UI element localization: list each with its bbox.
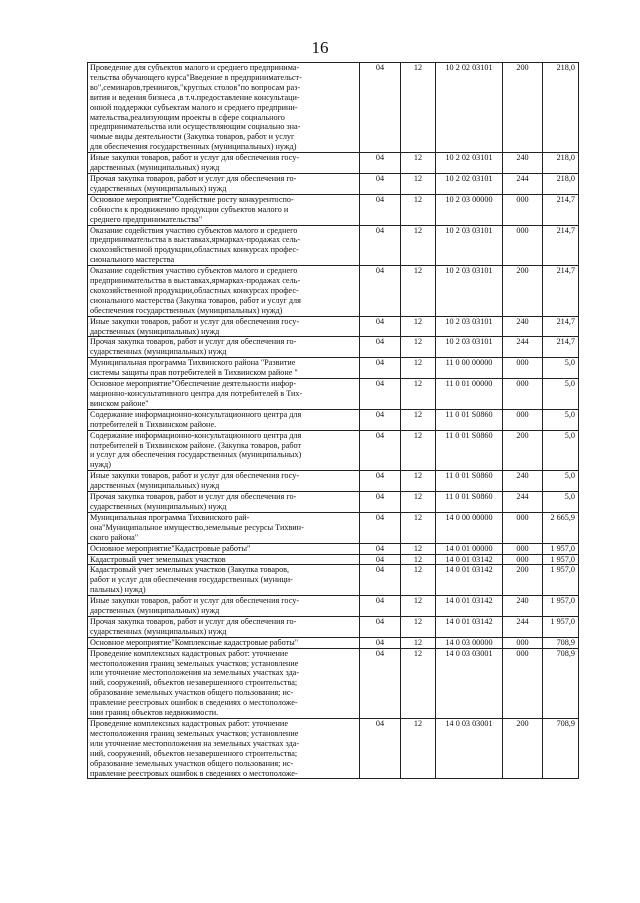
- expense-type-cell: 244: [503, 616, 543, 637]
- section-code-cell: 04: [360, 719, 401, 779]
- item-name-line: Основное мероприятие"Кадастровые работы": [90, 543, 251, 553]
- item-name-line: мательства,реализующим проекты в сфере социального: [90, 112, 285, 122]
- table-row: [88, 471, 579, 492]
- table-row: [88, 430, 579, 471]
- item-name-line: сударственных (муниципальных) нужд: [90, 501, 227, 511]
- item-name-cell: [88, 719, 360, 779]
- table-row: [88, 266, 579, 317]
- table-row: [88, 543, 579, 554]
- item-name-line: Оказание содействия участию субъектов малого и среднего: [90, 225, 298, 235]
- table-row: [88, 719, 579, 779]
- item-name-line: сударственных (муниципальных) нужд: [90, 347, 227, 357]
- section-code-cell: 04: [360, 554, 401, 565]
- expense-type-cell: 244: [503, 173, 543, 194]
- section-code-cell: 04: [360, 637, 401, 648]
- expense-type-cell: 000: [503, 512, 543, 543]
- subsection-code-cell: 12: [401, 492, 436, 513]
- section-code-cell: 04: [360, 543, 401, 554]
- item-name-cell: [88, 379, 360, 410]
- expense-type-cell: 000: [503, 358, 543, 379]
- table-row: [88, 409, 579, 430]
- table-row: [88, 153, 579, 174]
- amount-cell: 218,0: [543, 153, 579, 174]
- item-name-line: Прочая закупка товаров, работ и услуг для обеспечения го-: [90, 173, 297, 183]
- item-name-line: и услуг для обеспечения государственных (муниципальных): [90, 450, 302, 460]
- section-code-cell: 04: [360, 358, 401, 379]
- target-article-cell: 14 0 01 03142: [436, 554, 503, 565]
- expense-type-cell: 000: [503, 637, 543, 648]
- table-row: [88, 492, 579, 513]
- subsection-code-cell: 12: [401, 637, 436, 648]
- target-article-cell: 11 0 01 S0860: [436, 430, 503, 471]
- item-name-line: ний, сооружений, объектов незавершенного строительства;: [90, 678, 298, 688]
- item-name-cell: [88, 512, 360, 543]
- item-name-cell: [88, 63, 360, 153]
- subsection-code-cell: 12: [401, 316, 436, 337]
- item-name-line: собности к продвижению продукции субъектов малого и: [90, 204, 289, 214]
- section-code-cell: 04: [360, 492, 401, 513]
- item-name-cell: [88, 492, 360, 513]
- item-name-cell: [88, 225, 360, 266]
- item-name-cell: [88, 554, 360, 565]
- item-name-cell: [88, 565, 360, 596]
- target-article-cell: 14 0 03 03001: [436, 648, 503, 718]
- item-name-line: нии границ объектов недвижимости.: [90, 708, 219, 718]
- expense-type-cell: 000: [503, 554, 543, 565]
- expense-type-cell: 000: [503, 648, 543, 718]
- table-row: [88, 554, 579, 565]
- item-name-line: или уточнение местоположения на земельных участках зда-: [90, 738, 300, 748]
- item-name-line: Содержание информационно-консультационного центра для: [90, 409, 302, 419]
- target-article-cell: 14 0 01 03142: [436, 616, 503, 637]
- expense-type-cell: 240: [503, 153, 543, 174]
- item-name-line: Кадастровый учет земельных участков (Закупка товаров,: [90, 565, 290, 575]
- amount-cell: 1 957,0: [543, 543, 579, 554]
- expense-type-cell: 240: [503, 596, 543, 617]
- amount-cell: 708,9: [543, 637, 579, 648]
- item-name-line: сударственных (муниципальных) нужд: [90, 626, 227, 636]
- section-code-cell: 04: [360, 316, 401, 337]
- table-row: [88, 637, 579, 648]
- section-code-cell: 04: [360, 266, 401, 317]
- amount-cell: 1 957,0: [543, 565, 579, 596]
- table-row: [88, 337, 579, 358]
- expense-type-cell: 000: [503, 225, 543, 266]
- table-row: [88, 358, 579, 379]
- table-row: [88, 616, 579, 637]
- subsection-code-cell: 12: [401, 379, 436, 410]
- subsection-code-cell: 12: [401, 225, 436, 266]
- item-name-line: потребителей в Тихвинском районе. (Закупка товаров, работ: [90, 440, 302, 450]
- section-code-cell: 04: [360, 379, 401, 410]
- amount-cell: 708,9: [543, 648, 579, 718]
- amount-cell: 218,0: [543, 173, 579, 194]
- item-name-line: сионального мастерства: [90, 255, 175, 265]
- item-name-line: Проведение для субъектов малого и среднего предпринима-: [90, 63, 300, 72]
- item-name-line: предпринимательства в выставках,ярмарках-продажах сель-: [90, 276, 301, 286]
- table-row: [88, 194, 579, 225]
- subsection-code-cell: 12: [401, 430, 436, 471]
- item-name-line: Муниципальная программа Тихвинского рай-: [90, 512, 250, 522]
- table-row: [88, 225, 579, 266]
- amount-cell: 214,7: [543, 316, 579, 337]
- item-name-line: сударственных (муниципальных) нужд: [90, 183, 227, 193]
- item-name-line: Иные закупки товаров, работ и услуг для обеспечения госу-: [90, 153, 300, 163]
- amount-cell: 214,7: [543, 225, 579, 266]
- item-name-line: мационно-консультативного центра для потребителей в Тих-: [90, 389, 303, 398]
- target-article-cell: 10 2 02 03101: [436, 153, 503, 174]
- expense-type-cell: 244: [503, 337, 543, 358]
- item-name-line: нужд): [90, 460, 111, 470]
- expense-type-cell: 000: [503, 543, 543, 554]
- section-code-cell: 04: [360, 194, 401, 225]
- item-name-line: Иные закупки товаров, работ и услуг для обеспечения госу-: [90, 596, 300, 606]
- amount-cell: 1 957,0: [543, 554, 579, 565]
- item-name-line: системы защиты прав потребителей в Тихвинском районе ": [90, 368, 298, 378]
- section-code-cell: 04: [360, 63, 401, 153]
- item-name-line: она"Муниципальное имущество,земельные ресурсы Тихвин-: [90, 522, 304, 532]
- item-name-cell: [88, 316, 360, 337]
- item-name-cell: [88, 543, 360, 554]
- item-name-line: скохозяйственной продукции,областных конкурсах профес-: [90, 245, 299, 255]
- budget-table: [87, 62, 579, 779]
- item-name-cell: [88, 637, 360, 648]
- target-article-cell: 10 2 02 03101: [436, 173, 503, 194]
- table-row: [88, 565, 579, 596]
- item-name-line: Основное мероприятие"Содействие росту конкурентоспо-: [90, 194, 294, 204]
- item-name-line: дарственных (муниципальных) нужд: [90, 163, 220, 173]
- item-name-line: винском районе": [90, 398, 149, 408]
- target-article-cell: 11 0 00 00000: [436, 358, 503, 379]
- item-name-line: предпринимательства в выставках,ярмарках-продажах сель-: [90, 235, 301, 245]
- item-name-line: Основное мероприятие"Обеспечение деятельности инфор-: [90, 379, 297, 389]
- item-name-line: ского района": [90, 532, 139, 542]
- expense-type-cell: 000: [503, 194, 543, 225]
- item-name-cell: [88, 358, 360, 379]
- item-name-line: правление реестровых ошибок в сведениях о местоположе-: [90, 698, 298, 708]
- expense-type-cell: 200: [503, 266, 543, 317]
- target-article-cell: 11 0 01 00000: [436, 379, 503, 410]
- item-name-line: для обеспечения государственных (муниципальных) нужд): [90, 142, 297, 152]
- item-name-line: обеспечения государственных (муниципальных) нужд): [90, 305, 283, 315]
- amount-cell: 214,7: [543, 266, 579, 317]
- amount-cell: 2 665,9: [543, 512, 579, 543]
- item-name-line: пальных) нужд): [90, 585, 146, 595]
- amount-cell: 5,0: [543, 492, 579, 513]
- item-name-line: сионального мастерства (Закупка товаров, работ и услуг для: [90, 295, 301, 305]
- amount-cell: 5,0: [543, 409, 579, 430]
- target-article-cell: 14 0 01 03142: [436, 565, 503, 596]
- item-name-line: Иные закупки товаров, работ и услуг для обеспечения госу-: [90, 316, 300, 326]
- item-name-line: или уточнение местоположения на земельных участках зда-: [90, 668, 300, 678]
- item-name-line: местоположения границ земельных участков; установление: [90, 728, 299, 738]
- item-name-line: Проведение комплексных кадастровых работ: уточнение: [90, 648, 288, 658]
- item-name-line: Прочая закупка товаров, работ и услуг для обеспечения го-: [90, 492, 297, 502]
- subsection-code-cell: 12: [401, 266, 436, 317]
- item-name-cell: [88, 430, 360, 471]
- item-name-line: вития и ведения бизнеса ,в т.ч.предоставление консультаци-: [90, 92, 300, 102]
- item-name-line: образование земельных участков общего пользования; ис-: [90, 688, 294, 698]
- target-article-cell: 11 0 01 S0860: [436, 471, 503, 492]
- table-row: [88, 379, 579, 410]
- target-article-cell: 10 2 03 00000: [436, 194, 503, 225]
- amount-cell: 5,0: [543, 358, 579, 379]
- section-code-cell: 04: [360, 225, 401, 266]
- item-name-line: ний, сооружений, объектов незавершенного строительства;: [90, 748, 298, 758]
- subsection-code-cell: 12: [401, 596, 436, 617]
- target-article-cell: 11 0 01 S0860: [436, 492, 503, 513]
- item-name-line: во",семинаров,тренингов,"круглых столов"по вопросам раз-: [90, 82, 301, 92]
- expense-type-cell: 000: [503, 379, 543, 410]
- item-name-line: тельства обучающего курса"Введение в предпринимательст-: [90, 72, 302, 82]
- target-article-cell: 14 0 01 03142: [436, 596, 503, 617]
- target-article-cell: 10 2 03 03101: [436, 337, 503, 358]
- item-name-line: работ и услуг для обеспечения государственных (муници-: [90, 575, 293, 585]
- section-code-cell: 04: [360, 616, 401, 637]
- item-name-line: Кадастровый учет земельных участков: [90, 554, 226, 564]
- item-name-line: онной поддержки субъектам малого и среднего предприни-: [90, 102, 298, 112]
- amount-cell: 214,7: [543, 194, 579, 225]
- item-name-line: дарственных (муниципальных) нужд: [90, 326, 220, 336]
- subsection-code-cell: 12: [401, 512, 436, 543]
- section-code-cell: 04: [360, 153, 401, 174]
- section-code-cell: 04: [360, 512, 401, 543]
- target-article-cell: 11 0 01 S0860: [436, 409, 503, 430]
- item-name-line: дарственных (муниципальных) нужд: [90, 606, 220, 616]
- target-article-cell: 14 0 03 00000: [436, 637, 503, 648]
- subsection-code-cell: 12: [401, 471, 436, 492]
- table-row: [88, 173, 579, 194]
- item-name-line: Содержание информационно-консультационного центра для: [90, 430, 302, 440]
- target-article-cell: 10 2 03 03101: [436, 266, 503, 317]
- section-code-cell: 04: [360, 409, 401, 430]
- item-name-line: Иные закупки товаров, работ и услуг для обеспечения госу-: [90, 471, 300, 481]
- amount-cell: 1 957,0: [543, 596, 579, 617]
- expense-type-cell: 200: [503, 63, 543, 153]
- subsection-code-cell: 12: [401, 616, 436, 637]
- subsection-code-cell: 12: [401, 648, 436, 718]
- item-name-cell: [88, 266, 360, 317]
- amount-cell: 5,0: [543, 430, 579, 471]
- item-name-line: потребителей в Тихвинском районе.: [90, 419, 217, 429]
- expense-type-cell: 200: [503, 565, 543, 596]
- table-row: [88, 648, 579, 718]
- amount-cell: 5,0: [543, 379, 579, 410]
- target-article-cell: 14 0 03 03001: [436, 719, 503, 779]
- subsection-code-cell: 12: [401, 337, 436, 358]
- table-row: [88, 316, 579, 337]
- subsection-code-cell: 12: [401, 173, 436, 194]
- expense-type-cell: 200: [503, 430, 543, 471]
- target-article-cell: 14 0 00 00000: [436, 512, 503, 543]
- item-name-line: Прочая закупка товаров, работ и услуг для обеспечения го-: [90, 616, 297, 626]
- amount-cell: 214,7: [543, 337, 579, 358]
- item-name-line: Основное мероприятие"Комплексные кадастровые работы": [90, 637, 299, 647]
- section-code-cell: 04: [360, 471, 401, 492]
- item-name-line: образование земельных участков общего пользования; ис-: [90, 758, 294, 768]
- target-article-cell: 10 2 03 03101: [436, 316, 503, 337]
- table-row: [88, 596, 579, 617]
- subsection-code-cell: 12: [401, 554, 436, 565]
- section-code-cell: 04: [360, 565, 401, 596]
- section-code-cell: 04: [360, 596, 401, 617]
- item-name-cell: [88, 596, 360, 617]
- amount-cell: 708,9: [543, 719, 579, 779]
- section-code-cell: 04: [360, 337, 401, 358]
- item-name-cell: [88, 173, 360, 194]
- subsection-code-cell: 12: [401, 565, 436, 596]
- subsection-code-cell: 12: [401, 543, 436, 554]
- expense-type-cell: 240: [503, 471, 543, 492]
- expense-type-cell: 200: [503, 719, 543, 779]
- item-name-line: Проведение комплексных кадастровых работ: уточнение: [90, 719, 288, 728]
- section-code-cell: 04: [360, 173, 401, 194]
- section-code-cell: 04: [360, 648, 401, 718]
- amount-cell: 218,0: [543, 63, 579, 153]
- section-code-cell: 04: [360, 430, 401, 471]
- table-row: [88, 512, 579, 543]
- page-number: 16: [311, 38, 329, 57]
- subsection-code-cell: 12: [401, 194, 436, 225]
- subsection-code-cell: 12: [401, 409, 436, 430]
- item-name-line: среднего предпринимательства": [90, 214, 203, 224]
- item-name-line: Муниципальная программа Тихвинского района "Развитие: [90, 358, 296, 368]
- expense-type-cell: 000: [503, 409, 543, 430]
- subsection-code-cell: 12: [401, 358, 436, 379]
- target-article-cell: 14 0 01 00000: [436, 543, 503, 554]
- item-name-line: Оказание содействия участию субъектов малого и среднего: [90, 266, 298, 276]
- item-name-cell: [88, 616, 360, 637]
- item-name-line: дарственных (муниципальных) нужд: [90, 481, 220, 491]
- item-name-cell: [88, 648, 360, 718]
- item-name-line: скохозяйственной продукции,областных конкурсах профес-: [90, 285, 299, 295]
- amount-cell: 1 957,0: [543, 616, 579, 637]
- item-name-line: местоположения границ земельных участков; установление: [90, 658, 299, 668]
- item-name-line: правление реестровых ошибок в сведениях о местоположе-: [90, 768, 298, 778]
- subsection-code-cell: 12: [401, 63, 436, 153]
- expense-type-cell: 240: [503, 316, 543, 337]
- item-name-cell: [88, 194, 360, 225]
- item-name-line: чимые виды деятельности (Закупка товаров, работ и услуг: [90, 132, 295, 142]
- item-name-line: Прочая закупка товаров, работ и услуг для обеспечения го-: [90, 337, 297, 347]
- subsection-code-cell: 12: [401, 153, 436, 174]
- item-name-cell: [88, 409, 360, 430]
- table-row: [88, 63, 579, 153]
- item-name-cell: [88, 471, 360, 492]
- target-article-cell: 10 2 03 03101: [436, 225, 503, 266]
- item-name-cell: [88, 153, 360, 174]
- budget-table-body: [88, 63, 579, 779]
- amount-cell: 5,0: [543, 471, 579, 492]
- item-name-cell: [88, 337, 360, 358]
- expense-type-cell: 244: [503, 492, 543, 513]
- target-article-cell: 10 2 02 03101: [436, 63, 503, 153]
- subsection-code-cell: 12: [401, 719, 436, 779]
- item-name-line: предпринимательства или осуществляющим социально зна-: [90, 122, 301, 132]
